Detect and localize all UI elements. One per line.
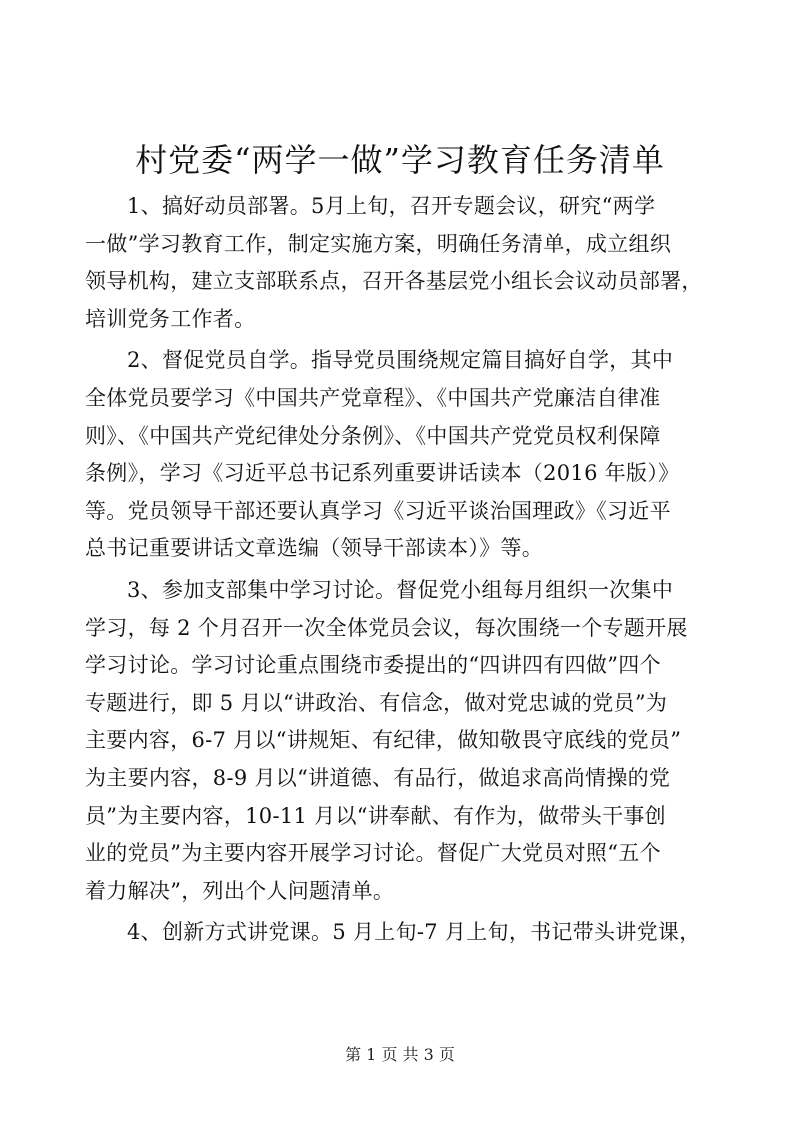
paragraph-line: 为主要内容，8-9 月以“讲道德、有品行，做追求高尚情操的党: [85, 765, 671, 790]
paragraph-1: [85, 188, 715, 338]
page-footer: 第 1 页 共 3 页: [345, 1045, 455, 1064]
paragraph-2: [85, 342, 715, 568]
paragraph-line: 1、搞好动员部署。5月上旬，召开专题会议，研究“两学: [127, 194, 656, 218]
document-title: 村党委“两学一做”学习教育任务清单: [135, 141, 665, 179]
paragraph-line: 学习讨论。学习讨论重点围绕市委提出的“四讲四有四做”四个: [85, 653, 661, 678]
paragraph-line: 等。党员领导干部还要认真学习《习近平谈治国理政》《习近平: [85, 498, 671, 523]
paragraph-line: 条例》，学习《习近平总书记系列重要讲话读本（2016 年版）》: [85, 461, 680, 486]
paragraph-line: 学习，每 2 个月召开一次全体党员会议，每次围绕一个专题开展: [85, 615, 688, 640]
paragraph-line: 业的党员”为主要内容开展学习讨论。督促广大党员对照“五个: [85, 841, 661, 866]
paragraph-line: 4、创新方式讲党课。5 月上旬-7 月上旬，书记带头讲党课，: [127, 920, 701, 945]
paragraph-line: 总书记重要讲话文章选编（领导干部读本）》等。: [85, 536, 544, 561]
paragraph-3: [85, 572, 715, 910]
paragraph-line: 全体党员要学习《中国共产党章程》、《中国共产党廉洁自律准: [85, 385, 661, 410]
paragraph-line: 一做”学习教育工作，制定实施方案，明确任务清单，成立组织: [85, 231, 672, 256]
paragraph-line: 培训党务工作者。: [85, 306, 256, 331]
paragraph-line: 领导机构，建立支部联系点，召开各基层党小组长会议动员部署，: [85, 269, 703, 294]
paragraph-4: [85, 914, 715, 952]
document-body: [85, 188, 715, 952]
paragraph-line: 2、督促党员自学。指导党员围绕规定篇目搞好自学，其中: [127, 348, 674, 373]
paragraph-line: 专题进行，即 5 月以“讲政治、有信念，做对党忠诚的党员”为: [85, 690, 668, 715]
paragraph-line: 着力解决”，列出个人问题清单。: [85, 878, 395, 903]
paragraph-line: 则》、《中国共产党纪律处分条例》、《中国共产党党员权利保障: [85, 423, 661, 448]
paragraph-line: 3、参加支部集中学习讨论。督促党小组每月组织一次集中: [127, 577, 674, 602]
paragraph-line: 员”为主要内容，10-11 月以“讲奉献、有作为，做带头干事创: [85, 803, 666, 828]
paragraph-line: 主要内容，6-7 月以“讲规矩、有纪律，做知敬畏守底线的党员”: [85, 728, 682, 753]
